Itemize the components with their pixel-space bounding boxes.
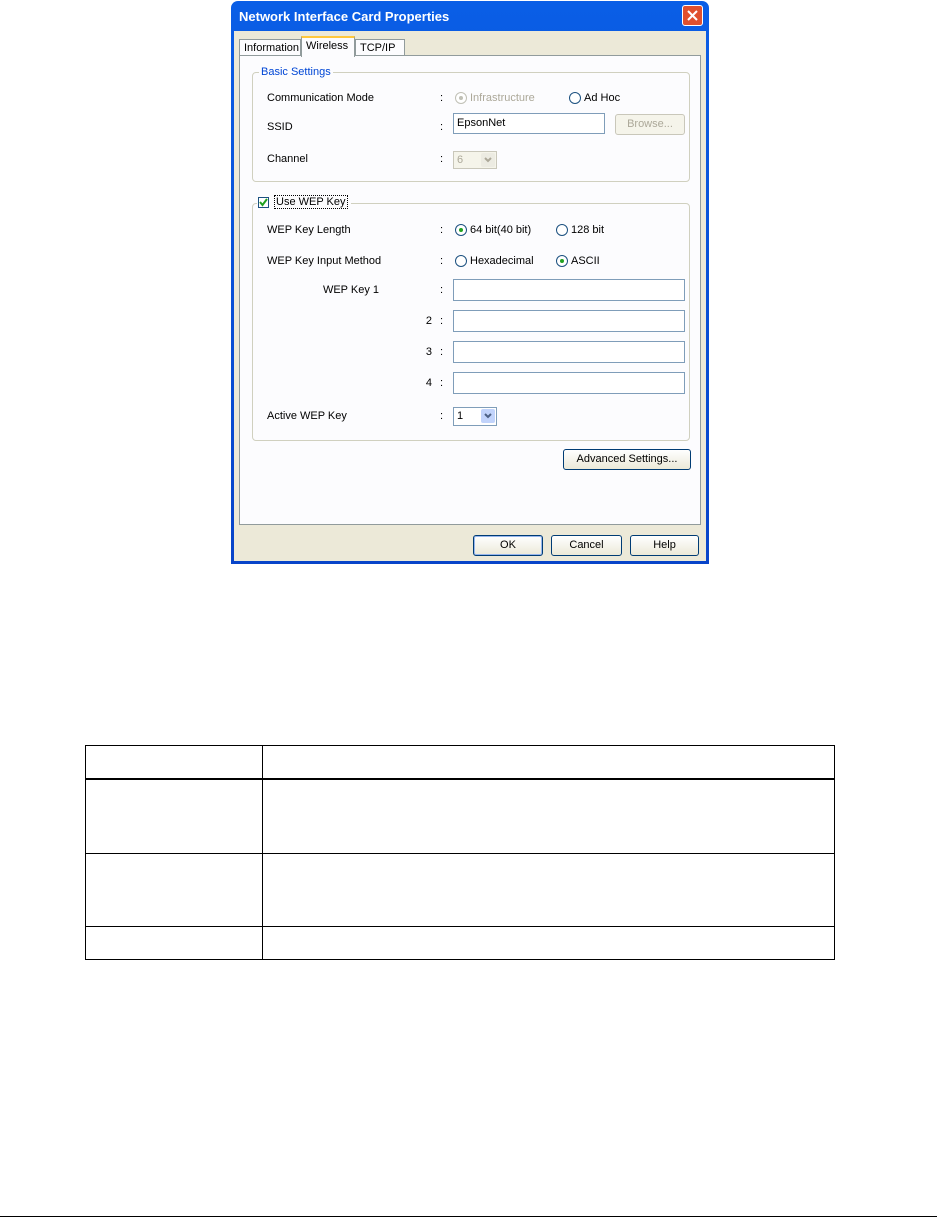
ad-hoc-label: Ad Hoc — [584, 92, 621, 104]
infrastructure-label: Infrastructure — [470, 92, 535, 104]
colon: : — [440, 92, 444, 104]
128-bit-radio[interactable] — [556, 224, 568, 236]
table-row — [86, 853, 835, 926]
active-wep-key-value: 1 — [457, 410, 464, 422]
help-button[interactable]: Help — [630, 535, 699, 556]
ad-hoc-radio[interactable] — [569, 92, 581, 104]
wep-key-1-input[interactable] — [453, 279, 685, 301]
active-wep-key-select[interactable] — [453, 407, 497, 426]
wep-key-3-input[interactable] — [453, 341, 685, 363]
ascii-radio[interactable] — [556, 255, 568, 267]
wep-key-length-label: WEP Key Length — [267, 224, 351, 236]
table-cell — [263, 779, 835, 853]
page-bottom-rule — [0, 1216, 937, 1217]
wep-key-3-label: 3 — [425, 346, 432, 358]
advanced-settings-button[interactable]: Advanced Settings... — [563, 449, 691, 470]
table-cell — [86, 779, 263, 853]
table-cell — [263, 926, 835, 959]
basic-settings-legend: Basic Settings — [261, 66, 331, 78]
chevron-down-icon — [481, 153, 495, 167]
wep-key-4-input[interactable] — [453, 372, 685, 394]
ssid-input[interactable]: EpsonNet — [453, 113, 605, 134]
wep-key-input-method-label: WEP Key Input Method — [267, 255, 382, 267]
use-wep-key-label: Use WEP Key — [276, 196, 346, 208]
active-wep-key-label: Active WEP Key — [267, 410, 347, 422]
channel-label: Channel — [267, 153, 308, 165]
tab-information[interactable]: Information — [239, 39, 301, 56]
colon: : — [440, 410, 444, 422]
browse-button[interactable]: Browse... — [615, 114, 685, 135]
table-row — [86, 926, 835, 959]
dialog-client-area — [234, 31, 706, 561]
ok-button[interactable]: OK — [473, 535, 543, 556]
use-wep-key-checkbox[interactable] — [258, 197, 269, 208]
settings-description-table — [85, 745, 835, 960]
wep-key-group — [252, 196, 690, 441]
network-interface-card-properties-dialog — [231, 1, 709, 564]
checkmark-icon — [259, 198, 268, 207]
table-cell — [86, 853, 263, 926]
table-header-cell — [86, 746, 263, 780]
channel-select[interactable] — [453, 151, 497, 169]
wireless-tab-panel — [239, 55, 701, 525]
wep-key-2-input[interactable] — [453, 310, 685, 332]
table-cell — [263, 853, 835, 926]
title-bar[interactable] — [234, 1, 706, 31]
use-wep-key-legend — [257, 196, 351, 210]
128-bit-label: 128 bit — [571, 224, 605, 236]
wep-key-2-label: 2 — [425, 315, 432, 327]
colon: : — [440, 315, 444, 327]
colon: : — [440, 377, 444, 389]
hexadecimal-radio[interactable] — [455, 255, 467, 267]
wep-key-4-label: 4 — [425, 377, 432, 389]
tab-wireless[interactable]: Wireless — [301, 36, 355, 57]
colon: : — [440, 346, 444, 358]
colon: : — [440, 121, 444, 133]
64-bit-label: 64 bit(40 bit) — [470, 224, 532, 236]
channel-value: 6 — [457, 154, 464, 166]
table-header-cell — [263, 746, 835, 780]
table-header-row — [86, 746, 835, 780]
infrastructure-radio[interactable] — [455, 92, 467, 104]
tab-tcpip[interactable]: TCP/IP — [355, 39, 405, 56]
hexadecimal-label: Hexadecimal — [470, 255, 534, 267]
ascii-label: ASCII — [571, 255, 600, 267]
ssid-label: SSID — [267, 121, 293, 133]
dialog-title: Network Interface Card Properties — [239, 9, 450, 24]
colon: : — [440, 153, 444, 165]
basic-settings-group — [252, 66, 690, 182]
colon: : — [440, 255, 444, 267]
colon: : — [440, 224, 444, 236]
chevron-down-icon — [481, 409, 495, 423]
64-bit-radio[interactable] — [455, 224, 467, 236]
table-row — [86, 779, 835, 853]
wep-key-1-label: WEP Key 1 — [322, 284, 379, 296]
cancel-button[interactable]: Cancel — [551, 535, 622, 556]
communication-mode-label: Communication Mode — [267, 92, 374, 104]
table-cell — [86, 926, 263, 959]
colon: : — [440, 284, 444, 296]
close-icon — [687, 10, 698, 21]
close-button[interactable] — [682, 5, 703, 26]
